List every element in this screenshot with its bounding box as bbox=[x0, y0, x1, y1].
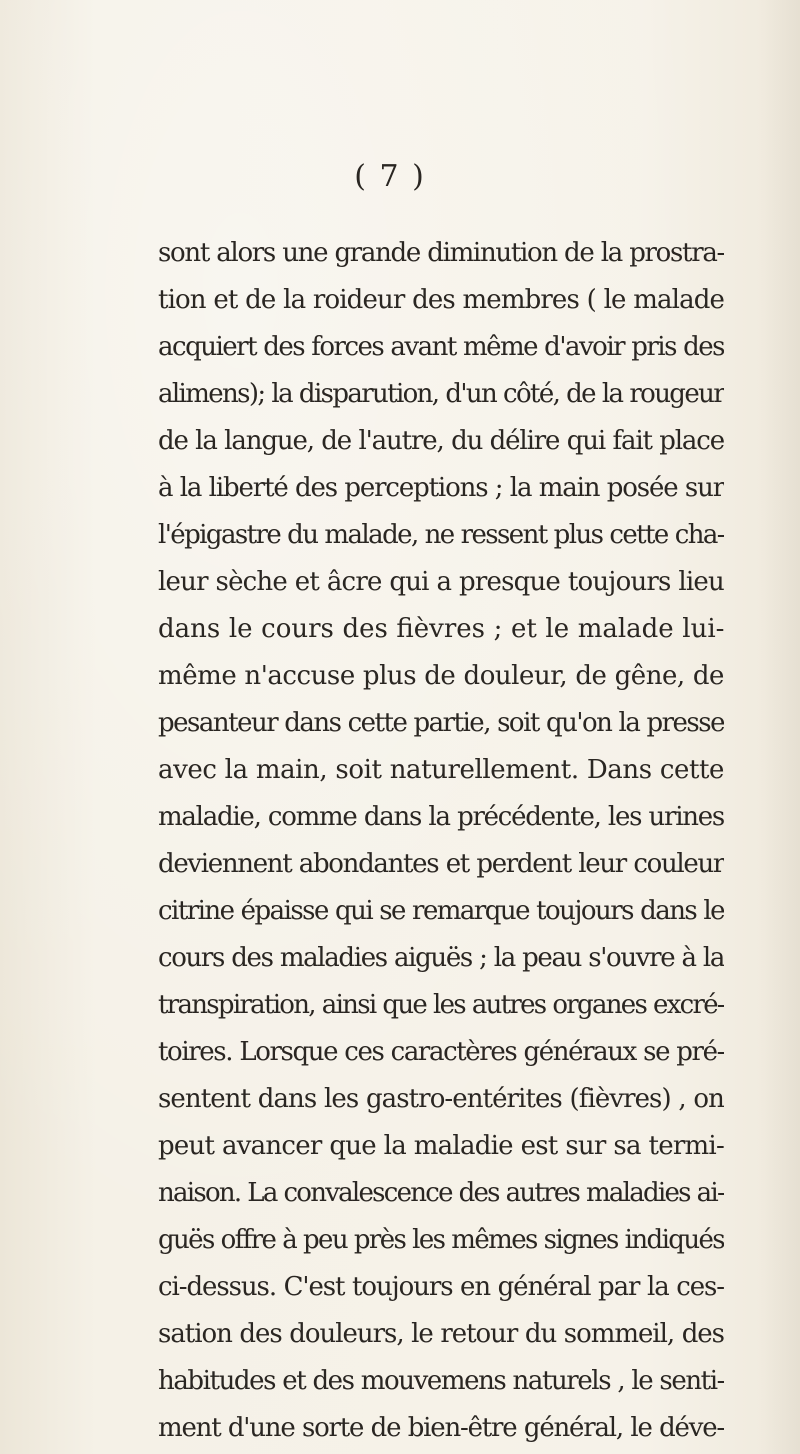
text-line: cours des maladies aiguës ; la peau s'ouvre à la bbox=[158, 943, 724, 973]
text-line: ci-dessus. C'est toujours en général par la ces- bbox=[158, 1272, 724, 1302]
text-line: pesanteur dans cette partie, soit qu'on la presse bbox=[158, 708, 724, 738]
body-paragraph bbox=[158, 230, 724, 1452]
text-line: guës offre à peu près les mêmes signes indiqués bbox=[158, 1225, 724, 1255]
text-line: l'épigastre du malade, ne ressent plus cette cha- bbox=[158, 520, 724, 550]
text-line: citrine épaisse qui se remarque toujours dans le bbox=[158, 896, 724, 926]
text-line: sation des douleurs, le retour du sommeil, des bbox=[158, 1319, 724, 1349]
text-line: à la liberté des perceptions ; la main posée sur bbox=[158, 473, 724, 503]
text-line: dans le cours des fièvres ; et le malade lui- bbox=[158, 614, 724, 644]
page-number: ( 7 ) bbox=[354, 159, 426, 194]
text-line: peut avancer que la maladie est sur sa termi- bbox=[158, 1131, 724, 1161]
text-line: tion et de la roideur des membres ( le malade bbox=[158, 285, 724, 315]
text-line: sont alors une grande diminution de la prostra- bbox=[158, 238, 724, 268]
text-line: alimens); la disparution, d'un côté, de la rougeur bbox=[158, 379, 724, 409]
text-line: de la langue, de l'autre, du délire qui fait place bbox=[158, 426, 724, 456]
text-line: sentent dans les gastro-entérites (fièvres) , on bbox=[158, 1084, 724, 1114]
text-line: ment d'une sorte de bien-être général, le déve- bbox=[158, 1413, 724, 1443]
text-line: leur sèche et âcre qui a presque toujours lieu bbox=[158, 567, 724, 597]
text-line: même n'accuse plus de douleur, de gêne, de bbox=[158, 661, 724, 691]
text-line: deviennent abondantes et perdent leur couleur bbox=[158, 849, 724, 879]
text-line: naison. La convalescence des autres maladies ai- bbox=[158, 1178, 724, 1208]
text-line: acquiert des forces avant même d'avoir pris des bbox=[158, 332, 724, 362]
text-line: maladie, comme dans la précédente, les urines bbox=[158, 802, 724, 832]
text-line: avec la main, soit naturellement. Dans cette bbox=[158, 755, 724, 785]
text-line: toires. Lorsque ces caractères généraux se pré- bbox=[158, 1037, 724, 1067]
text-line: habitudes et des mouvemens naturels , le senti- bbox=[158, 1366, 724, 1396]
page-edge-shadow bbox=[760, 0, 800, 1454]
text-line: transpiration, ainsi que les autres organes excré- bbox=[158, 990, 724, 1020]
